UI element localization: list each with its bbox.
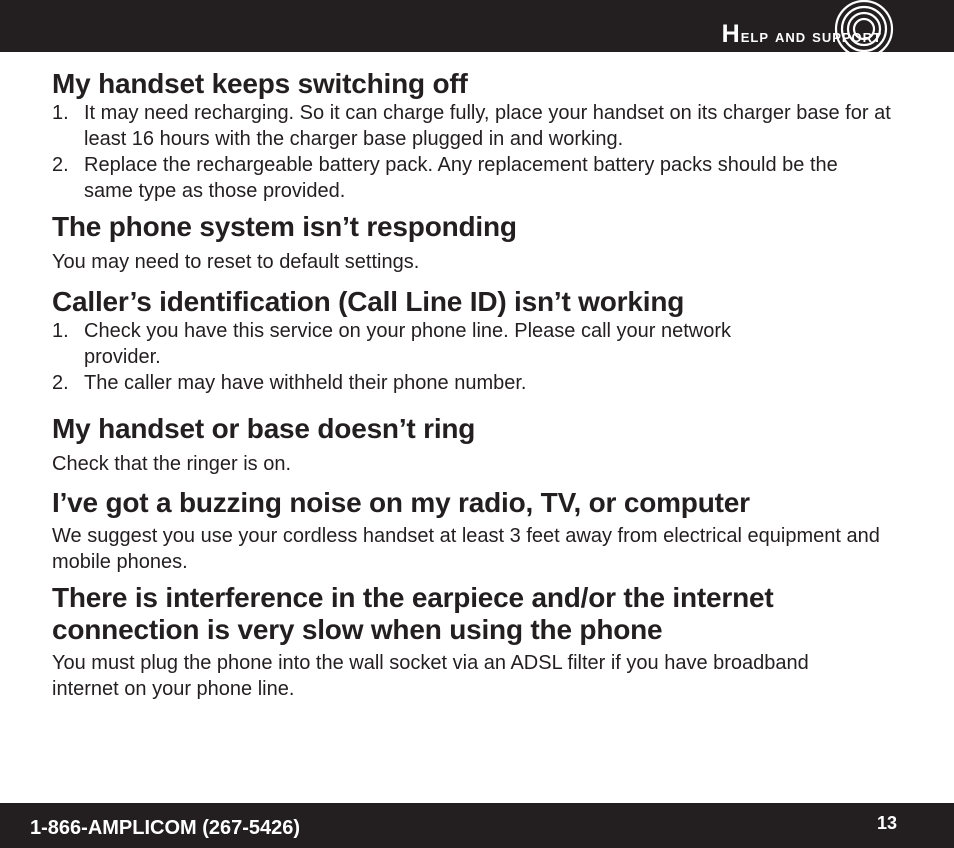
page-number: 13 <box>877 813 898 833</box>
section-handset-switching-off <box>52 68 912 204</box>
section-heading: The phone system isn’t responding <box>52 211 517 242</box>
section-buzzing-noise <box>52 487 912 575</box>
support-phone-number: 1-866-AMPLICOM (267-5426) <box>30 817 301 839</box>
list-item <box>52 318 784 370</box>
item-number: 2. <box>52 372 69 394</box>
item-text: It may need recharging. So it can charge fully, place your handset on its charger base for at least 16 hours with the charger base plugged in and working. <box>84 102 891 150</box>
rings-logo-icon <box>824 0 904 58</box>
section-caller-id <box>52 286 912 396</box>
section-body: Check that the ringer is on. <box>52 453 292 475</box>
item-number: 1. <box>52 320 69 342</box>
section-heading: My handset or base doesn’t ring <box>52 413 476 444</box>
section-phone-not-responding <box>52 211 912 275</box>
section-heading: There is interference in the earpiece and/or the internet connection is very slow when using the phone <box>52 582 774 645</box>
section-no-ring <box>52 413 912 477</box>
item-text: The caller may have withheld their phone number. <box>84 372 527 394</box>
header-title: Help and support <box>721 20 882 48</box>
steps-list <box>52 318 912 396</box>
item-text: Replace the rechargeable battery pack. Any replacement battery packs should be the same type as those provided. <box>84 154 838 202</box>
section-body: You may need to reset to default settings. <box>52 251 420 273</box>
section-heading: Caller’s identification (Call Line ID) isn’t working <box>52 286 685 317</box>
steps-list <box>52 100 912 204</box>
list-item <box>52 100 904 152</box>
item-text: Check you have this service on your phone line. Please call your network provider. <box>84 320 732 368</box>
list-item <box>52 370 912 396</box>
item-number: 1. <box>52 102 69 124</box>
list-item <box>52 152 874 204</box>
section-heading: My handset keeps switching off <box>52 68 468 99</box>
item-number: 2. <box>52 154 69 176</box>
section-body: You must plug the phone into the wall socket via an ADSL filter if you have broadband internet on your phone line. <box>52 652 809 700</box>
section-heading: I’ve got a buzzing noise on my radio, TV, or computer <box>52 487 750 518</box>
section-interference <box>52 582 912 702</box>
header-bar <box>0 0 954 52</box>
footer-bar <box>0 803 954 848</box>
section-body: We suggest you use your cordless handset at least 3 feet away from electrical equipment and mobile phones. <box>52 525 880 573</box>
